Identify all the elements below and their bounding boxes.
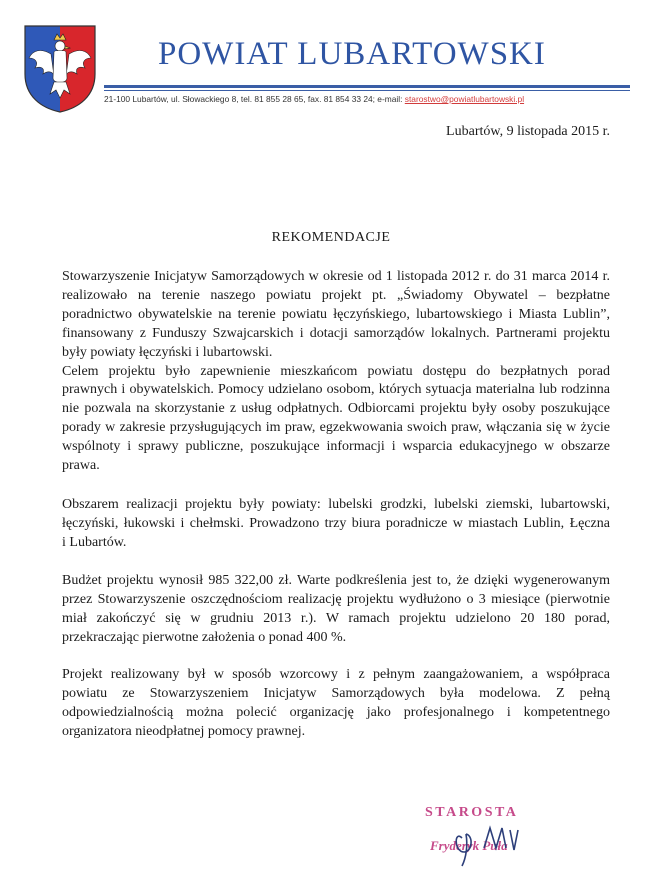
- stamp-title: STAROSTA: [425, 805, 519, 820]
- header-rule-thin: [104, 90, 630, 91]
- paragraph-line: odpowiedzialnością można polecić organizację jako profesjonalnego i kompetentnego: [62, 704, 610, 720]
- handwritten-signature-icon: [432, 808, 542, 868]
- organization-title: POWIAT LUBARTOWSKI: [158, 36, 546, 72]
- paragraph-4: [62, 666, 610, 742]
- coat-of-arms-icon: [21, 22, 99, 114]
- paragraph-line: Stowarzyszenie Inicjatyw Samorządowych w okresie od 1 listopada 2012 r. do 31 marca 2014 r.: [62, 269, 610, 284]
- paragraph-line: wspólnoty i sprawy publiczne, poszukujące informacji i wsparcia edukacyjnego w obszarze: [62, 439, 610, 455]
- paragraph-line: porady w zakresie przysługujących im praw, egzekwowania swoich praw, włączania się w życie: [62, 420, 610, 436]
- paragraph-line: finansowany z Funduszy Szwajcarskich i dotacji samorządów lokalnych. Partnerami projektu: [62, 325, 610, 341]
- address-text: 21-100 Lubartów, ul. Słowackiego 8, tel. 81 855 28 65, fax. 81 854 33 24; e-mail:: [104, 94, 403, 104]
- paragraph-line: realizowało na terenie naszego powiatu projekt pt. „Świadomy Obywatel – bezpłatne: [62, 287, 610, 303]
- paragraph-line: organizatora nieodpłatnej pomocy prawnej.: [62, 723, 306, 739]
- paragraph-line: Obszarem realizacji projektu były powiaty: lubelski grodzki, lubelski ziemski, lubartowski,: [62, 497, 610, 512]
- paragraph-line: powiatu ze Stowarzyszeniem Inicjatyw Samorządowych była modelowa. Z pełną: [62, 685, 610, 701]
- paragraph-3: [62, 572, 610, 648]
- paragraph-line: Projekt realizowany był w sposób wzorcowy i z pełnym zaangażowaniem, a współpraca: [62, 667, 610, 682]
- paragraph-line: nie pozwala na skorzystanie z usług odpłatnych. Odbiorcami projektu były osoby poszukujące: [62, 401, 610, 417]
- stamp-name: Fryderyk Puła: [430, 838, 508, 853]
- paragraph-line: Budżet projektu wynosił 985 322,00 zł. Warte podkreślenia jest to, że dzięki wygenerowanym: [62, 573, 610, 588]
- paragraph-line: przez Stowarzyszenie oszczędnościom realizację projektu wydłużono o 3 miesiące (pierwotnie: [62, 591, 610, 607]
- paragraph-line: i Lubartów.: [62, 534, 127, 550]
- paragraph-line: prawa.: [62, 458, 100, 474]
- paragraph-line: łęczyński, łukowski i chełmski. Prowadzono trzy biura poradnicze w miastach Lublin, Łęczna: [62, 515, 610, 531]
- document-heading: REKOMENDACJE: [271, 230, 391, 245]
- header-rule: [104, 85, 630, 88]
- letter-date: Lubartów, 9 listopada 2015 r.: [446, 124, 610, 139]
- paragraph-line: były powiaty łęczyński i lubartowski.: [62, 344, 273, 360]
- paragraph-line: poradnictwo obywatelskie na terenie powiatu łęczyńskiego, lubartowskiego i Miasta Lublin”,: [62, 306, 610, 322]
- paragraph-2: [62, 496, 610, 553]
- paragraph-line: miał zakończyć się w grudniu 2013 r.). W ramach projektu udzielono 20 180 porad,: [62, 610, 610, 626]
- paragraph-line: prawnych i obywatelskich. Pomocy udzielano osobom, których sytuacja materialna lub rodzinna: [62, 382, 610, 398]
- paragraph-line: Celem projektu było zapewnienie mieszkańcom powiatu dostępu do bezpłatnych porad: [62, 363, 610, 379]
- address-line: [104, 94, 524, 104]
- paragraph-line: przekraczając pierwotne założenia o ponad 400 %.: [62, 629, 347, 645]
- email-link[interactable]: starostwo@powiatlubartowski.pl: [404, 94, 525, 104]
- paragraph-1: [62, 268, 610, 476]
